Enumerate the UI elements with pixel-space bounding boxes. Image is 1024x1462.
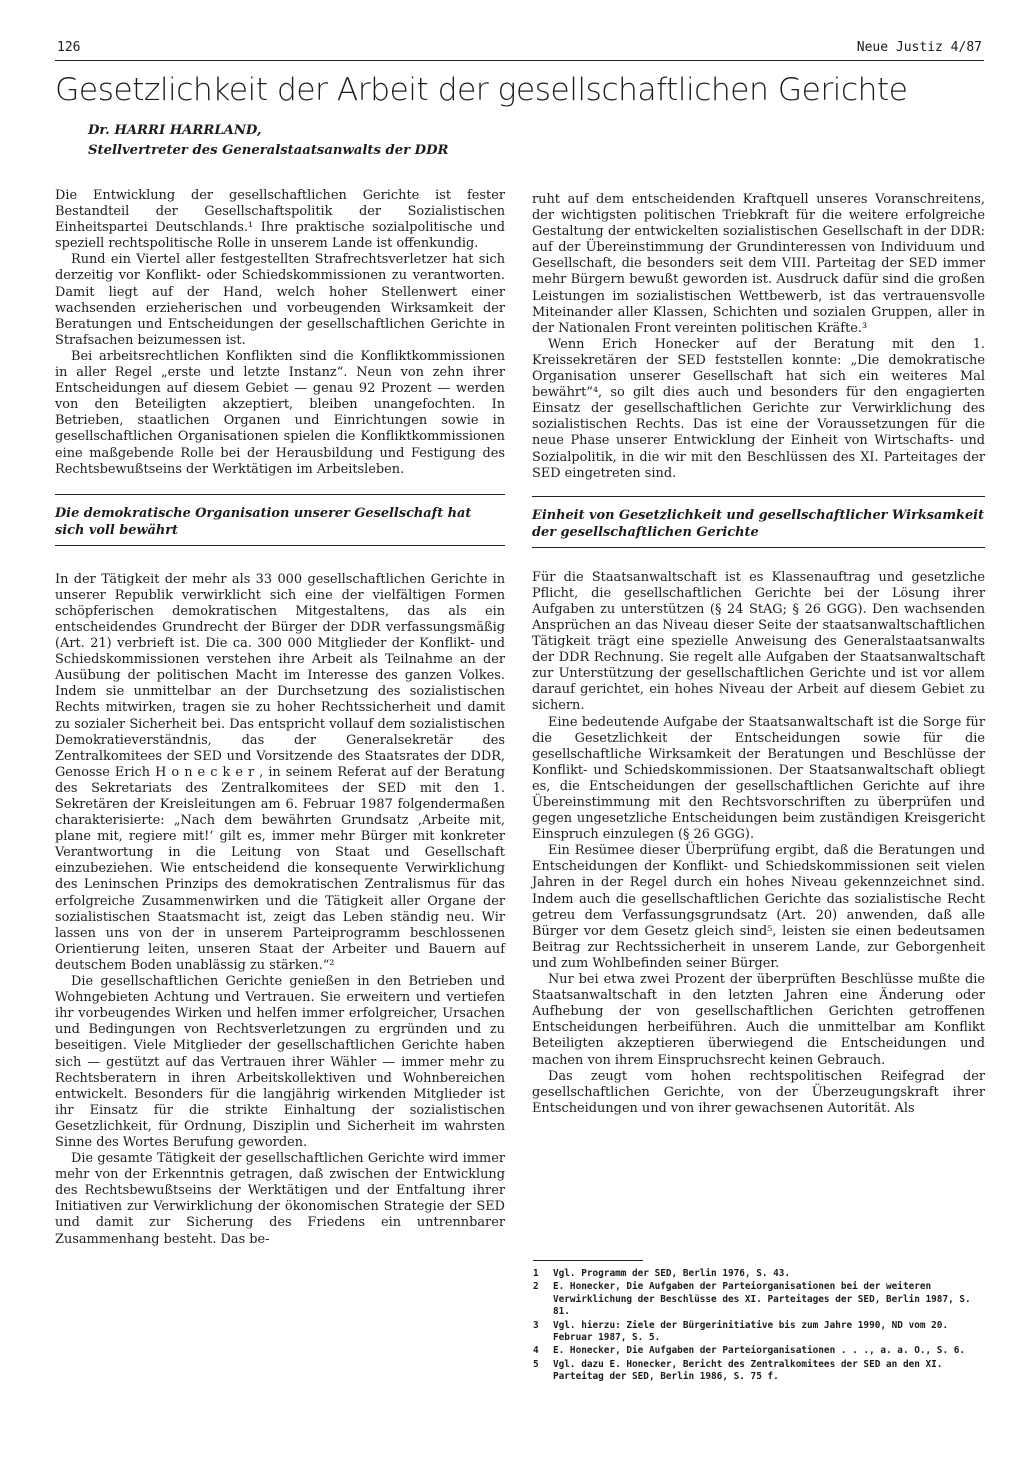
footnote-number: 4 (533, 1345, 539, 1357)
paragraph: Das zeugt vom hohen rechtspolitischen Reifegrad der gesellschaftlichen Gerichte, von der Überzeugungskraft ihrer Entscheidungen und von ihrer gewachsenen Autorität. Als (532, 1068, 985, 1116)
footnote (533, 1268, 985, 1280)
footnote-text: Vgl. dazu E. Honecker, Bericht des Zentralkomitees der SED an den XI. Parteitag der SED, Berlin 1986, S. 75 f. (553, 1358, 943, 1383)
journal-issue: Neue Justiz 4/87 (856, 40, 982, 55)
paragraph: Ein Resümee dieser Überprüfung ergibt, daß die Beratungen und Entscheidungen der Konflikt- und Schiedskommissionen seit vielen Jahren in der Regel durch ein hohes Niveau gekennzeichnet sind. Indem auch die gesellschaftlichen Gerichte das sozialistische Recht getreu dem Verfassungsgrundsatz (Art. 20) anwenden, daß alle Bürger vor dem Gesetz gleich sind⁵, leisten sie einen bedeutsamen Beitrag zur Rechtssicherheit in unserem Lande, zur Geborgenheit und zum Wohlbefinden seiner Bürger. (532, 843, 985, 971)
footnote-number: 3 (533, 1319, 539, 1331)
author-position: Stellvertreter des Generalstaatsanwalts der DDR (88, 143, 449, 158)
footnote-number: 5 (533, 1358, 539, 1370)
footnote-rule (533, 1260, 643, 1261)
paragraph: In der Tätigkeit der mehr als 33 000 gesellschaftlichen Gerichte in unserer Republik verwirklicht sich eine der vielfältigen Formen schöpferischen demokratischen Mitgestaltens, das als ein entscheidendes Grundrecht der Bürger der DDR verfassungsmäßig (Art. 21) verbrieft ist. Die ca. 300 000 Mitglieder der Konflikt- und Schiedskommissionen verstehen ihre Arbeit als Teilnahme an der Ausübung der politischen Macht im Interesse des ganzen Volkes. Indem sie unmittelbar an der Durchsetzung des sozialistischen Rechts mitwirken, tragen sie zu hoher Rechtssicherheit und damit zu sozialer Sicherheit bei. Das entspricht vollauf dem sozialistischen Demokratieverständnis, das der Generalsekretär des Zentralkomitees der SED und Vorsitzende des Staatsrates der DDR, Genosse Erich H o n e c k e r , in seinem Referat auf der Beratung des Sekretariats des Zentralkomitees der SED mit den 1. Sekretären der Kreisleitungen am 6. Februar 1987 folgendermaßen charakterisierte: „Nach dem bewährten Grundsatz ‚Arbeite mit, plane mit, regiere mit!‘ gilt es, immer mehr Bürger mit konkreter Verantwortung in die Leitung von Staat und Gesellschaft einzubeziehen. Wie entscheidend die konsequente Verwirklichung des Leninschen Prinzips des demokratischen Zentralismus für das erfolgreiche Zusammenwirken und die Tätigkeit aller Organe der sozialistischen Staatsmacht ist, zeigt das Leben ständig neu. Wir lassen uns von der in unserem Parteiprogramm beschlossenen Orientierung leiten, unseren Staat der Arbeiter und Bauern auf deutschem Boden unablässig zu stärken.“² (55, 571, 505, 973)
footnote (533, 1345, 985, 1357)
footnote (533, 1281, 985, 1318)
paragraph: Bei arbeitsrechtlichen Konflikten sind die Konfliktkommissionen in aller Regel „erste und letzte Instanz“. Neun von zehn ihrer Entscheidungen auf diesem Gebiet — genau 92 Prozent — werden von den Beteiligten akzeptiert, bleiben unangefochten. In Betrieben, staatlichen Organen und Einrichtungen sowie in gesellschaftlichen Organisationen spielen die Konfliktkommissionen eine maßgebende Rolle bei der Herausbildung und Festigung des Rechtsbewußtseins der Werktätigen im Arbeitsleben. (55, 348, 505, 477)
footnote-number: 2 (533, 1281, 539, 1293)
footnote-text: Vgl. Programm der SED, Berlin 1976, S. 43. (553, 1268, 791, 1279)
paragraph: Die gesellschaftlichen Gerichte genießen in den Betrieben und Wohngebieten Achtung und Vertrauen. Sie erweitern und vertiefen ihr vorbeugendes Wirken und helfen immer erfolgreicher, Ursachen und Bedingungen von Rechtsverletzungen zu ergründen und zu beseitigen. Viele Mitglieder der gesellschaftlichen Gerichte haben sich — gestützt auf das Vertrauen ihrer Wähler — immer mehr zu Rechtsberatern in ihren Arbeitskollektiven und Wohnbereichen entwickelt. Besonders für die langjährig wirkenden Mitglieder ist ihr Einsatz für die strikte Einhaltung der sozialistischen Gesetzlichkeit, für Ordnung, Disziplin und Sicherheit im wahrsten Sinne des Wortes Berufung geworden. (55, 974, 505, 1150)
header-rule (55, 60, 984, 61)
footnotes (533, 1268, 985, 1385)
author-block (88, 121, 449, 161)
paragraph: Eine bedeutende Aufgabe der Staatsanwaltschaft ist die Sorge für die Gesetzlichkeit der Entscheidungen sowie für die gesellschaftliche Wirksamkeit der Beratungen und Beschlüsse der Konflikt- und Schiedskommissionen. Der Staatsanwaltschaft obliegt es, die Entscheidungen der gesellschaftlichen Gerichte auf ihre Übereinstimmung mit den Rechtsvorschriften zu überprüfen und gegen ungesetzliche Entscheidungen beim zuständigen Kreisgericht Einspruch einzulegen (§ 26 GGG). (532, 714, 985, 843)
right-column (532, 192, 985, 1117)
paragraph: ruht auf dem entscheidenden Kraftquell unseres Voranschreitens, der wichtigsten politischen Triebkraft für die weitere erfolgreiche Gestaltung der entwickelten sozialistischen Gesellschaft in der DDR: auf der Übereinstimmung der Grundinteressen von Individuum und Gesellschaft, die besonders seit dem VIII. Parteitag der SED immer mehr Bürgern bewußt geworden ist. Ausdruck dafür sind die großen Leistungen im sozialistischen Wettbewerb, ist das vertrauensvolle Miteinander aller Klassen, Schichten und sozialen Gruppen, aller in der Nationalen Front vereinten politischen Kräfte.³ (532, 192, 985, 336)
paragraph: Für die Staatsanwaltschaft ist es Klassenauftrag und gesetzliche Pflicht, die gesellschaftlichen Gerichte bei der Lösung ihrer Aufgaben zu unterstützen (§ 24 StAG; § 26 GGG). Den wachsenden Ansprüchen an das Niveau dieser Seite der staatsanwaltschaftlichen Tätigkeit trägt eine spezielle Anweisung des Generalstaatsanwalts der DDR Rechnung. Sie regelt alle Aufgaben der Staatsanwaltschaft zur Unterstützung der gesellschaftlichen Gerichte und ist vor allem darauf gerichtet, ein hohes Niveau der Arbeit auf diesem Gebiet zu sichern. (532, 569, 985, 714)
section-heading: Die demokratische Organisation unserer Gesellschaft hat sich voll bewährt (55, 494, 505, 546)
author-name: Dr. HARRI HARRLAND, (88, 123, 262, 138)
section-heading: Einheit von Gesetzlichkeit und gesellschaftlicher Wirksamkeit der gesellschaftlichen Gerichte (532, 496, 985, 548)
footnote (533, 1320, 985, 1345)
article-title: Gesetzlichkeit der Arbeit der gesellschaftlichen Gerichte (55, 72, 908, 108)
paragraph: Die Entwicklung der gesellschaftlichen Gerichte ist fester Bestandteil der Gesellschaftspolitik der Sozialistischen Einheitspartei Deutschlands.¹ Ihre praktische sozialpolitische und speziell rechtspolitische Rolle in unserem Lande ist offenkundig. (55, 188, 505, 252)
paragraph: Rund ein Viertel aller festgestellten Strafrechtsverletzer hat sich derzeitig vor Konflikt- oder Schiedskommissionen zu verantworten. Damit liegt auf der Hand, welch hoher Stellenwert einer wachsenden erzieherischen und vorbeugenden Wirksamkeit der Beratungen und Entscheidungen der gesellschaftlichen Gerichte in Strafsachen beizumessen ist. (55, 252, 505, 348)
paragraph: Nur bei etwa zwei Prozent der überprüften Beschlüsse mußte die Staatsanwaltschaft in den letzten Jahren eine Änderung oder Aufhebung der von gesellschaftlichen Gerichten getroffenen Entscheidungen herbeiführen. Auch die unmittelbar am Konflikt Beteiligten akzeptieren überwiegend die Entscheidungen und machen von ihrem Einspruchsrecht keinen Gebrauch. (532, 972, 985, 1068)
paragraph: Wenn Erich Honecker auf der Beratung mit den 1. Kreissekretären der SED feststellen konnte: „Die demokratische Organisation unserer Gesellschaft hat sich ein weiteres Mal bewährt“⁴, so gilt dies auch und besonders für den engagierten Einsatz der gesellschaftlichen Gerichte zur Verwirklichung des sozialistischen Rechts. Das ist eine der Voraussetzungen für die neue Phase unserer Entwicklung der Einheit von Wirtschafts- und Sozialpolitik, in die wir mit den Beschlüssen des XI. Parteitages der SED eingetreten sind. (532, 336, 985, 481)
footnote-text: E. Honecker, Die Aufgaben der Parteiorganisationen bei der weiteren Verwirklichung der Beschlüsse des XI. Parteitages der SED, Berlin 1987, S. 81. (553, 1281, 971, 1318)
footnote (533, 1359, 985, 1384)
footnote-text: E. Honecker, Die Aufgaben der Parteiorganisationen . . ., a. a. O., S. 6. (553, 1345, 966, 1357)
footnote-number: 1 (533, 1268, 539, 1279)
footnote-text: Vgl. hierzu: Ziele der Bürgerinitiative bis zum Jahre 1990, ND vom 20. Februar 1987, S. 5. (553, 1319, 949, 1344)
left-column (55, 188, 505, 1248)
page-number: 126 (57, 40, 81, 55)
paragraph: Die gesamte Tätigkeit der gesellschaftlichen Gerichte wird immer mehr von der Erkenntnis getragen, daß zwischen der Entwicklung des Rechtsbewußtseins der Werktätigen und der Entfaltung ihrer Initiativen zur Verwirklichung der ökonomischen Strategie der SED und damit zur Sicherung des Friedens ein untrennbarer Zusammenhang besteht. Das be- (55, 1151, 505, 1247)
